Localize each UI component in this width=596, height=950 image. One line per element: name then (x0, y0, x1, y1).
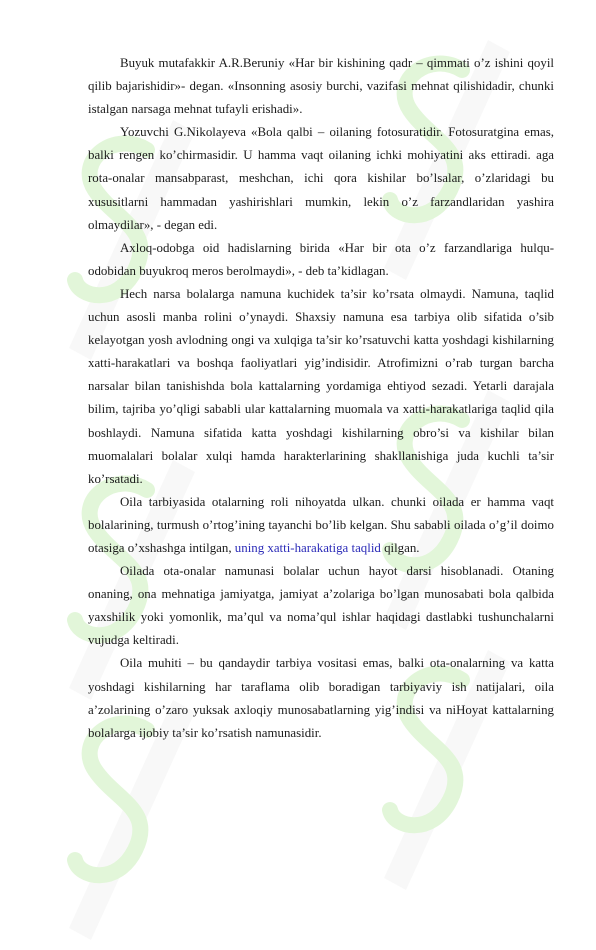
paragraph-text: Oila tarbiyasida otalarning roli nihoyatda ulkan. chunki oilada er hamma vaqt bolalarining, turmush o’rtog’ining tayanchi bo’lib kelgan. Shu sababli oilada o’g’il doimo otasiga o’xshashga intilgan, (88, 494, 554, 555)
inline-link[interactable]: uning xatti-harakatiga taqlid (234, 540, 381, 555)
paragraph-parents-example: Oilada ota-onalar namunasi bolalar uchun hayot darsi hisoblanadi. Otaning onaning, ona mehnatiga jamiyatga, jamiyat a’zolariga bo’lgan munosabati bola qalbida yaxshilik yoki yomonlik, ma’qul va noma’qul ishlar haqidagi dastlabki tushunchalarni vujudga keltiradi. (88, 564, 554, 648)
paragraph-family-environment: Oila muhiti – bu qandaydir tarbiya vositasi emas, balki ota-onalarning va katta yoshdagi kishilarning har taraflama olib boradigan tarbiyaviy ish natijalari, oila a’zolarining o’zaro yuksak axloqiy munosabatlarning yig’indisi va niHoyat kattalarning bolalarga ijobiy ta’sir ko’rsatish namunasidir. (88, 656, 554, 740)
watermark-s-stroke (75, 724, 147, 876)
paragraph-hadith-quote: Axloq-odobga oid hadislarning birida «Har bir ota o’z farzandlariga hulqu-odobidan buyukroq meros berolmaydi», - deb ta’kidlagan. (88, 240, 554, 278)
paragraph-beruniy-quote: Buyuk mutafakkir A.R.Beruniy «Har bir kishining qadr – qimmati o’z ishini qoyil qilib bajarishidir»- degan. «Insonning asosiy burchi, vazifasi mehnat qilishidadir, chunki istalgan narsaga mehnat tufayli erishadi». (88, 56, 554, 117)
paragraph-text: qilgan. (380, 540, 420, 555)
paragraph-example-influence: Hech narsa bolalarga namuna kuchidek ta’sir ko’rsata olmaydi. Namuna, taqlid uchun asosli manba rolini o’ynaydi. Shaxsiy namuna esa tarbiya olib sifatida o’sib kelayotgan yosh avlodning ongi va xulqiga ta’sir ko’rsatuvchi katta yoshdagi kishilarning xatti-harakatlari va boshqa faoliyatlari yig’indisidir. Atrofimizni o’rab turgan barcha narsalar bilan tanishishda bola kattalarning yordamiga ehtiyod sezadi. Yetarli darajala bilim, tajriba yo’qligi sababli ular kattalarning muomala va xatti-harakatlariga taqlid qila boshlaydi. Namuna sifatida katta yoshdagi kishilarning obro’si va kishilar bilan muomalalari bolalar xulqi hamda harakterlarining shakllanishiga juda kuchli ta’sir ko’rsatadi. (88, 286, 554, 486)
paragraph-nikolayeva-quote: Yozuvchi G.Nikolayeva «Bola qalbi – oilaning fotosuratidir. Fotosuratgina emas, balki rengen ko’chirmasidir. U hamma vaqt oilaning ichki mohiyatini aks ettiradi. aga rota-onalar mansabparast, meshchan, ichi qora kishilar bo’lsalar, o’zlaridagi bu xususitlarni hammadan yashirishlari mumkin, lekin o’z farzandlaridan yashira olmaydilar», - degan edi. (88, 125, 554, 232)
paragraph-father-role (88, 491, 554, 560)
document-body (88, 52, 554, 745)
